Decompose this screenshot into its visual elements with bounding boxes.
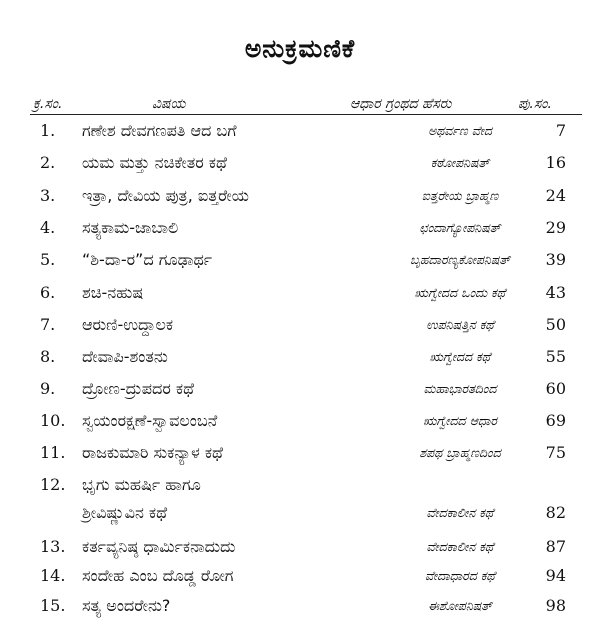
toc-entry bbox=[0, 566, 600, 596]
entry-page: 69 bbox=[545, 411, 566, 430]
entry-subject: ರಾಜಕುಮಾರಿ ಸುಕನ್ಯಾಳ ಕಥೆ bbox=[82, 443, 224, 462]
header-page: ಪು.ಸಂ. bbox=[518, 96, 552, 112]
entry-page: 60 bbox=[545, 379, 566, 398]
toc-entry bbox=[0, 411, 600, 441]
entry-subject: ಆರುಣಿ-ಉದ್ದಾಲಕ bbox=[82, 315, 174, 334]
header-source: ಆಧಾರ ಗ್ರಂಥದ ಹೆಸರು bbox=[350, 96, 452, 112]
toc-entry bbox=[0, 347, 600, 377]
entry-subject: ಸಂದೇಹ ಎಂಬ ದೊಡ್ಡ ರೋಗ bbox=[82, 566, 234, 585]
entry-subject: ಶಚಿ-ನಹುಷ bbox=[82, 283, 144, 302]
entry-source: ಕಠೋಪನಿಷತ್ bbox=[430, 155, 490, 170]
entry-subject: ದೇವಾಪಿ-ಶಂತನು bbox=[82, 347, 168, 366]
entry-number: 8. bbox=[40, 347, 56, 366]
entry-number: 9. bbox=[40, 379, 56, 398]
entry-number: 13. bbox=[40, 537, 66, 556]
header-number: ಕ್ರ.ಸಂ. bbox=[33, 96, 63, 112]
entry-subject: ಕರ್ತವ್ಯನಿಷ್ಠ ಧಾರ್ಮಿಕನಾದುದು bbox=[82, 537, 236, 556]
entry-page: 39 bbox=[545, 250, 566, 269]
entry-subject: ಗಣೇಶ ದೇವಗಣಪತಿ ಆದ ಬಗೆ bbox=[82, 121, 237, 140]
entry-source: ಅಥರ್ವಣ ವೇದ bbox=[428, 123, 492, 138]
entry-page: 24 bbox=[545, 186, 566, 205]
entry-number: 1. bbox=[40, 121, 56, 140]
toc-entry bbox=[0, 315, 600, 345]
entry-subject: ಯಮ ಮತ್ತು ನಚಿಕೇತರ ಕಥೆ bbox=[82, 153, 227, 172]
toc-entry bbox=[0, 537, 600, 567]
entry-number: 6. bbox=[40, 283, 56, 302]
entry-source: ಐತ್ತರೇಯ ಬ್ರಾಹ್ಮಣ bbox=[421, 188, 499, 203]
entry-subject: ದ್ರೋಣ-ದ್ರುಪದರ ಕಥೆ bbox=[82, 379, 195, 398]
entry-number: 4. bbox=[40, 218, 56, 237]
entry-number: 2. bbox=[40, 153, 56, 172]
entry-source: ಉಪನಿಷತ್ತಿನ ಕಥೆ bbox=[426, 317, 494, 332]
entry-source: ಛಂದಾಗ್ಯೋಪನಿಷತ್ bbox=[419, 220, 501, 235]
entry-source: ಬೃಹದಾರಣ್ಯಕೋಪನಿಷತ್ bbox=[409, 252, 511, 267]
entry-page: 98 bbox=[545, 596, 566, 615]
entry-number: 15. bbox=[40, 596, 66, 615]
header-divider bbox=[30, 114, 582, 115]
entry-source: ವೇದಕಾಲೀನ ಕಥೆ bbox=[426, 505, 494, 520]
toc-entry bbox=[0, 153, 600, 183]
entry-source: ಋಗ್ವೇದದ ಒಂದು ಕಥೆ bbox=[414, 285, 506, 300]
entry-page: 16 bbox=[545, 153, 566, 172]
entry-source: ಈಶೋಪನಿಷತ್ bbox=[428, 598, 492, 613]
toc-entry bbox=[0, 218, 600, 248]
toc-entry bbox=[0, 186, 600, 216]
entry-number: 7. bbox=[40, 315, 56, 334]
entry-number: 10. bbox=[40, 411, 66, 430]
entry-number: 5. bbox=[40, 250, 56, 269]
entry-subject: ಸತ್ಯ ಅಂದರೇನು? bbox=[82, 596, 171, 615]
entry-source: ಋಗ್ವೇದದ ಕಥೆ bbox=[429, 349, 491, 364]
entry-source: ಋಗ್ವೇದದ ಆಧಾರ bbox=[423, 413, 497, 428]
entry-number: 11. bbox=[40, 443, 66, 462]
toc-entry bbox=[0, 121, 600, 151]
toc-entry bbox=[0, 250, 600, 280]
toc-entry bbox=[0, 443, 600, 473]
entry-subject: ಸ್ವಯಂರಕ್ಷಣೆ-ಸ್ವಾವಲಂಬನೆ bbox=[82, 411, 218, 430]
entry-page: 29 bbox=[545, 218, 566, 237]
entry-page: 50 bbox=[545, 315, 566, 334]
entry-subject: ಸತ್ಯಕಾಮ-ಜಾಬಾಲಿ bbox=[82, 218, 179, 237]
entry-page: 55 bbox=[545, 347, 566, 366]
entry-subject: ಭೃಗು ಮಹರ್ಷಿ ಹಾಗೂ bbox=[82, 475, 201, 494]
entry-number: 12. bbox=[40, 475, 66, 494]
entry-subject: ಇತ್ರಾ, ದೇವಿಯ ಪುತ್ರ, ಐತ್ತರೇಯ bbox=[82, 186, 249, 205]
entry-number: 14. bbox=[40, 566, 66, 585]
entry-page: 43 bbox=[545, 283, 566, 302]
entry-subject: “ಶಿ-ದಾ-ರ”ದ ಗೂಢಾರ್ಥ bbox=[82, 250, 213, 269]
entry-page: 94 bbox=[545, 566, 566, 585]
toc-entry bbox=[0, 596, 600, 626]
entry-page: 7 bbox=[555, 121, 566, 140]
page-title: ಅನುಕ್ರಮಣಿಕೆ bbox=[244, 34, 356, 63]
entry-subject-continued: ಶ್ರೀವಿಷ್ಣುವಿನ ಕಥೆ bbox=[82, 503, 168, 522]
entry-source: ವೇದಕಾಲೀನ ಕಥೆ bbox=[426, 539, 494, 554]
toc-entry bbox=[0, 379, 600, 409]
entry-source: ಶಪಥ ಬ್ರಾಹ್ಮಣದಿಂದ bbox=[419, 445, 501, 460]
entry-source: ವೇದಾಧಾರದ ಕಥೆ bbox=[425, 568, 495, 583]
entry-number: 3. bbox=[40, 186, 56, 205]
entry-page: 75 bbox=[545, 443, 566, 462]
entry-source: ಮಹಾಭಾರತದಿಂದ bbox=[423, 381, 497, 396]
toc-entry bbox=[0, 475, 600, 535]
toc-entry bbox=[0, 283, 600, 313]
header-subject: ವಿಷಯ bbox=[152, 96, 186, 112]
entry-page: 87 bbox=[545, 537, 566, 556]
entry-page: 82 bbox=[545, 503, 566, 522]
